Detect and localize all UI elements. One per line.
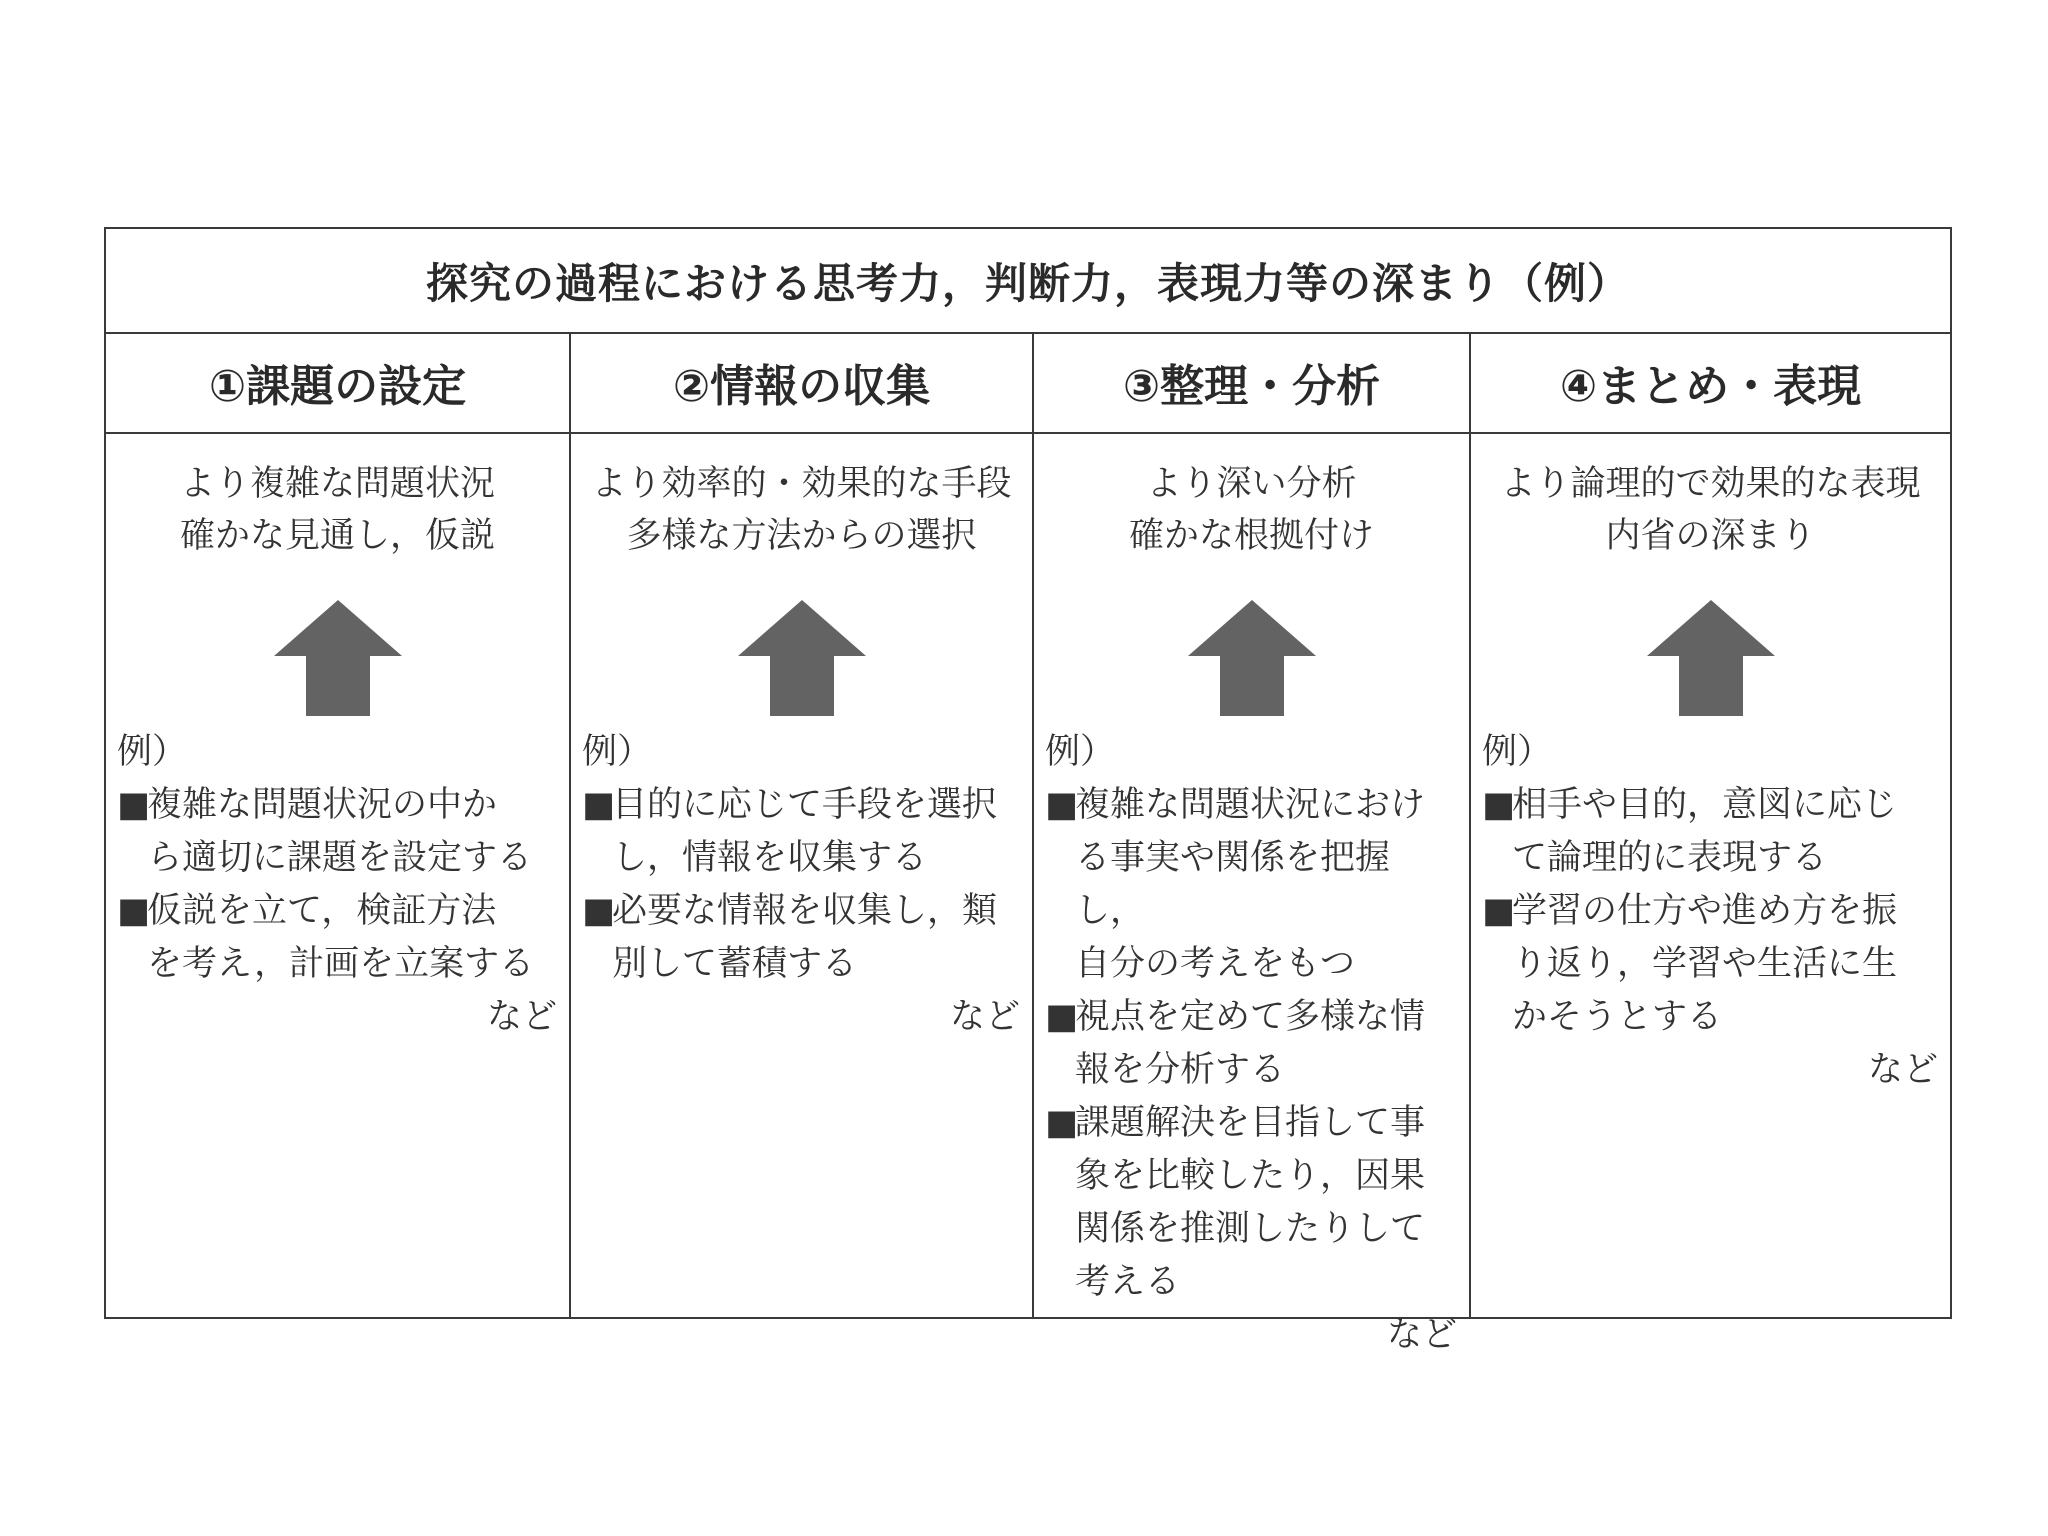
column-goal	[106, 458, 569, 562]
closing-text: など	[486, 997, 557, 1037]
closing-text: など	[1386, 1315, 1457, 1355]
example-label: 例）	[1482, 732, 1553, 772]
bullet-square-icon: ■	[1045, 785, 1079, 825]
thinking-process-table	[104, 227, 1952, 1355]
column-heading: ①課題の設定	[106, 332, 569, 434]
example-label: 例）	[582, 732, 653, 772]
goal-line: 内省の深まり	[1605, 516, 1816, 556]
examples-block	[1471, 726, 1950, 1097]
bullet-square-icon: ■	[1045, 997, 1079, 1037]
table-title: 探究の過程における思考力，判断力，表現力等の深まり（例）	[106, 229, 1950, 334]
column-heading: ②情報の収集	[571, 332, 1032, 434]
goal-line: より深い分析	[1146, 464, 1357, 504]
process-columns	[106, 332, 1950, 1355]
list-item-text: 必要な情報を収集し，類 別して蓄積する	[612, 891, 998, 984]
list-item	[117, 779, 557, 885]
list-item	[582, 885, 1020, 991]
examples-block	[571, 726, 1032, 1044]
list-item-text: 課題解決を目指して事 象を比較したり，因果 関係を推測したりして 考える	[1075, 1103, 1426, 1302]
column-goal	[1471, 458, 1950, 562]
column-heading: ④まとめ・表現	[1471, 332, 1950, 434]
bullet-square-icon: ■	[1482, 891, 1516, 931]
column-summary-expression	[1469, 332, 1950, 1317]
up-arrow-icon	[1471, 600, 1950, 716]
goal-line: より論理的で効果的な表現	[1500, 464, 1921, 504]
closing-text: など	[949, 997, 1020, 1037]
goal-line: 確かな根拠付け	[1128, 516, 1374, 556]
column-information-gathering	[569, 332, 1032, 1317]
goal-line: 確かな見通し，仮説	[179, 516, 495, 556]
up-arrow-icon	[571, 600, 1032, 716]
bullet-square-icon: ■	[1045, 1103, 1079, 1143]
list-item-text: 目的に応じて手段を選択 し，情報を収集する	[612, 785, 998, 878]
up-arrow-icon	[106, 600, 569, 716]
goal-line: 多様な方法からの選択	[626, 516, 977, 556]
list-item	[1482, 779, 1938, 885]
list-item-text: 相手や目的，意図に応じ て論理的に表現する	[1512, 785, 1898, 878]
list-item	[1482, 885, 1938, 1044]
bullet-square-icon: ■	[1482, 785, 1516, 825]
bullet-square-icon: ■	[582, 785, 616, 825]
goal-line: より効率的・効果的な手段	[591, 464, 1012, 504]
column-goal	[571, 458, 1032, 562]
list-item-text: 仮説を立て，検証方法 を考え，計画を立案する	[147, 891, 535, 984]
example-label: 例）	[117, 732, 188, 772]
column-task-setting	[106, 332, 569, 1317]
example-label: 例）	[1045, 732, 1116, 772]
up-arrow-icon	[1034, 600, 1469, 716]
list-item	[1045, 1097, 1457, 1309]
bullet-square-icon: ■	[117, 891, 151, 931]
column-goal	[1034, 458, 1469, 562]
list-item	[1045, 991, 1457, 1097]
list-item-text: 複雑な問題状況におけ る事実や関係を把握し， 自分の考えをもつ	[1075, 785, 1426, 984]
list-item	[1045, 779, 1457, 991]
bullet-square-icon: ■	[582, 891, 616, 931]
list-item-text: 学習の仕方や進め方を振 り返り，学習や生活に生 かそうとする	[1512, 891, 1898, 1037]
list-item-text: 複雑な問題状況の中か ら適切に課題を設定する	[147, 785, 533, 878]
column-organize-analyze	[1032, 332, 1469, 1355]
list-item	[582, 779, 1020, 885]
examples-block	[1034, 726, 1469, 1362]
closing-text: など	[1867, 1050, 1938, 1090]
list-item	[117, 885, 557, 991]
list-item-text: 視点を定めて多様な情 報を分析する	[1075, 997, 1426, 1090]
column-heading: ③整理・分析	[1034, 332, 1469, 434]
bullet-square-icon: ■	[117, 785, 151, 825]
goal-line: より複雑な問題状況	[179, 464, 495, 504]
examples-block	[106, 726, 569, 1044]
